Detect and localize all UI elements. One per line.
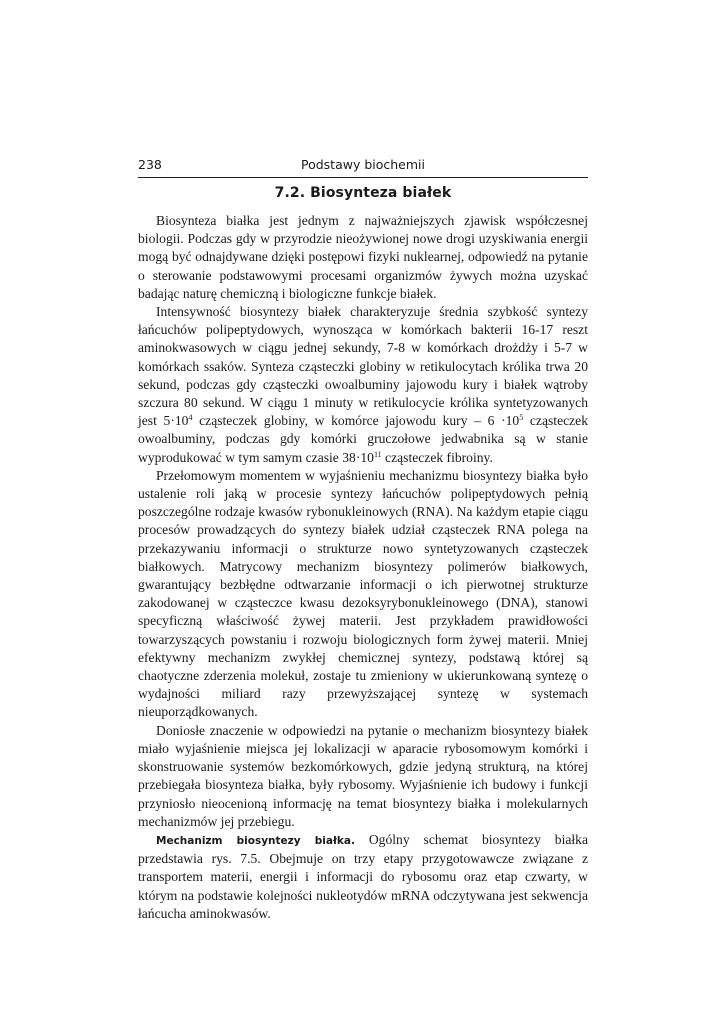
paragraph-2 (138, 303, 588, 467)
body-text (138, 212, 588, 923)
paragraph-3: Przełomowym momentem w wyjaśnieniu mechanizmu biosyntezy białka było ustalenie roli jaką w procesie syntezy łańcuchów polipeptydowych pełnią poszczególne rodzaje kwasów rybonukleinowych (RNA). Na każdym etapie ciągu procesów prowadzących do syntezy białek udział cząsteczek RNA polega na przekazywaniu informacji o strukturze nowo syntetyzowanych cząsteczek białkowych. Matrycowy mechanizm biosyntezy polimerów białkowych, gwarantujący bezbłędne odtwarzanie informacji o ich pierwotnej strukturze zakodowanej w cząsteczce kwasu dezoksyrybonukleinowego (DNA), stanowi specyficzną właściwość żywej materii. Jest przykładem prawidłowości towarzyszących powstaniu i rozwoju biologicznych form żywej materii. Mniej efektywny mechanizm zwykłej chemicznej syntezy, podstawą której są chaotyczne zderzenia molekuł, zostaje tu zmieniony w ukierunkowaną syntezę o wydajności miliard razy przewyższającej syntezę w systemach nieuporządkowanych. (138, 467, 588, 720)
section-title: 7.2. Biosynteza białek (274, 185, 452, 201)
exponent-2: 5 (519, 413, 524, 423)
paragraph-2-text-2: cząsteczek globiny, w komórce jajowodu kury – 6 ·10 (192, 413, 520, 429)
running-header (138, 157, 588, 178)
paragraph-1: Biosynteza białka jest jednym z najważniejszych zjawisk współczesnej biologii. Podczas gdy w przyrodzie nieożywionej nowe drogi uzyskiwania energii mogą być odnajdywane dzięki postępowi fizyki nuklearnej, odpowiedź na pytanie o sterowanie podstawowymi procesami organizmów żywych można uzyskać badając naturę chemiczną i biologiczne funkcje białek. (138, 213, 588, 301)
book-page (138, 157, 588, 923)
paragraph-4: Doniosłe znaczenie w odpowiedzi na pytanie o mechanizm biosyntezy białek miało wyjaśnienie miejsca jej lokalizacji w aparacie rybosomowym komórki i skonstruowanie systemów bezkomórkowych, gdzie jedyną strukturą, na której przebiegała biosynteza białka, były rybosomy. Wyjaśnienie ich budowy i funkcji przyniosło nieocenioną informację na temat biosyntezy białka i molekularnych mechanizmów jej przebiegu. (138, 722, 588, 829)
paragraph-5 (138, 831, 588, 923)
paragraph-2-text-1: Intensywność biosyntezy białek charakteryzuje średnia szybkość syntezy łańcuchów polipeptydowych, wynosząca w komórkach bakterii 16-17 reszt aminokwasowych w ciągu jednej sekundy, 7-8 w komórkach drożdży i 5-7 w komórkach ssaków. Synteza cząsteczki globiny w retikulocytach królika trwa 20 sekund, podczas gdy cząsteczki owoalbuminy jajowodu kury i białek wątroby szczura 80 sekund. W ciągu 1 minuty w retikulocycie królika syntetyzowanych jest 5·10 (138, 304, 588, 429)
running-title: Podstawy biochemii (300, 157, 425, 172)
exponent-3: 11 (373, 449, 382, 459)
page-number: 238 (138, 157, 162, 172)
exponent-1: 4 (188, 413, 193, 423)
run-in-heading: Mechanizm biosyntezy białka. (156, 834, 355, 847)
paragraph-5-text: Ogólny schemat biosyntezy białka przedstawia rys. 7.5. Obejmuje on trzy etapy przygotowawcze związane z transportem materii, energii i informacji do rybosomu oraz etap czwarty, w którym na podstawie kolejności nukleotydów mRNA odczytywana jest sekwencja łańcucha aminokwasów. (138, 831, 588, 921)
paragraph-2-text-3: cząsteczek owoalbuminy, podczas gdy komórki gruczołowe jedwabnika są w stanie wyprodukować w tym samym czasie 38·10 (138, 413, 588, 465)
paragraph-2-text-4: cząsteczek fibroiny. (381, 449, 493, 465)
